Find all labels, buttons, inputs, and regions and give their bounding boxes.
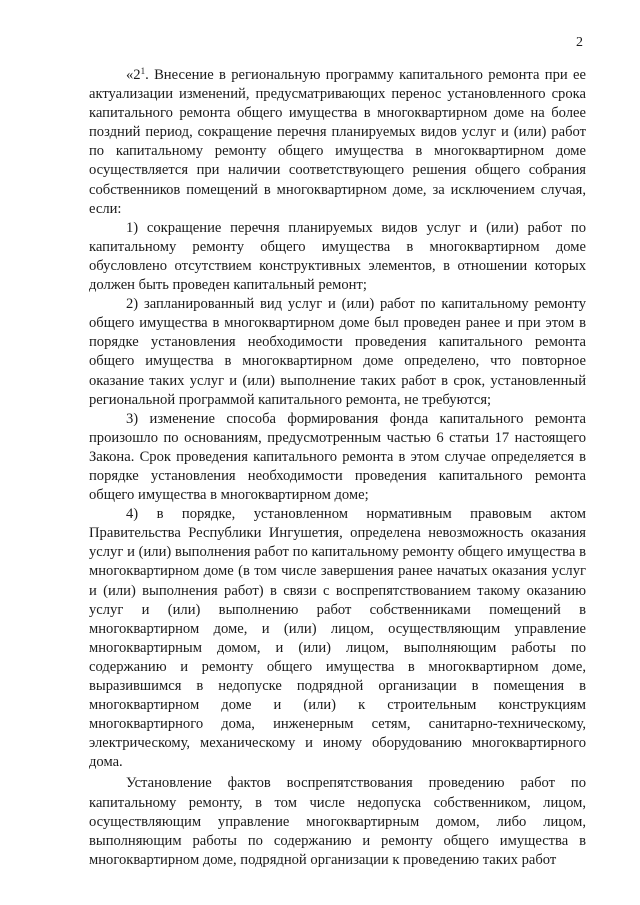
list-item-3: 3) изменение способа формирования фонда капитального ремонта произошло по основаниям, предусмотренным частью 6 статьи 17 настоящего Закона. Срок проведения капитального ремонта в этом случае определяется в порядке установления необходимости проведения капитального ремонта общего имущества в многоквартирном доме; bbox=[89, 410, 586, 504]
closing-paragraph: Установление фактов воспрепятствования проведению работ по капитальному ремонту, в том числе недопуска собственником, лицом, осуществляющим управление многоквартирным домом, либо лицом, выполняющим работы по содержанию и ремонту общего имущества в многоквартирном доме, подрядной организации к проведению таких работ bbox=[89, 775, 586, 868]
intro-paragraph bbox=[89, 66, 586, 219]
page-number: 2 bbox=[576, 35, 583, 50]
article-number: «2 bbox=[126, 67, 141, 83]
list-item-4: 4) в порядке, установленном нормативным правовым актом Правительства Республики Ингушетия, определена невозможность оказания услуг и (или) выполнения работ по капитальному ремонту общего имущества в многоквартирном доме (в том числе завершения ранее начатых оказания услуг и (или) выполнения работ) в связи с воспрепятствованием такому оказанию услуг и (или) выполнению работ собственниками помещений в многоквартирном доме, и (или) лицом, осуществляющим управление многоквартирным домом, и (или) лицом, выполняющим работы по содержанию и ремонту общего имущества в многоквартирном доме, выразившимся в недопуске подрядной организации в помещения в многоквартирном доме и (или) к строительным конструкциям многоквартирного дома, инженерным сетям, санитарно-техническому, электрическому, механическому и иному оборудованию многоквартирного дома. bbox=[89, 506, 586, 771]
intro-text: . Внесение в региональную программу капитального ремонта при ее актуализации изменений, предусматривающих перенос установленного срока капитального ремонта общего имущества в многоквартирном доме на более поздний период, сокращение перечня планируемых видов услуг и (или) работ по капитальному ремонту общего имущества в многоквартирном доме осуществляется при наличии соответствующего решения общего собрания собственников помещений в многоквартирном доме, за исключением случая, если: bbox=[89, 67, 586, 217]
list-item-2: 2) запланированный вид услуг и (или) работ по капитальному ремонту общего имущества в многоквартирном доме был проведен ранее и при этом в порядке установления необходимости проведения капитального ремонта общего имущества в многоквартирном доме определено, что повторное оказание таких услуг и (или) выполнение таких работ в срок, установленный региональной программой капитального ремонта, не требуются; bbox=[89, 296, 586, 408]
document-body bbox=[89, 66, 586, 870]
list-item-1: 1) сокращение перечня планируемых видов услуг и (или) работ по капитальному ремонту общего имущества в многоквартирном доме обусловлено отсутствием конструктивных элементов, в отношении которых должен быть проведен капитальный ремонт; bbox=[89, 219, 586, 294]
article-superscript: 1 bbox=[140, 66, 146, 76]
